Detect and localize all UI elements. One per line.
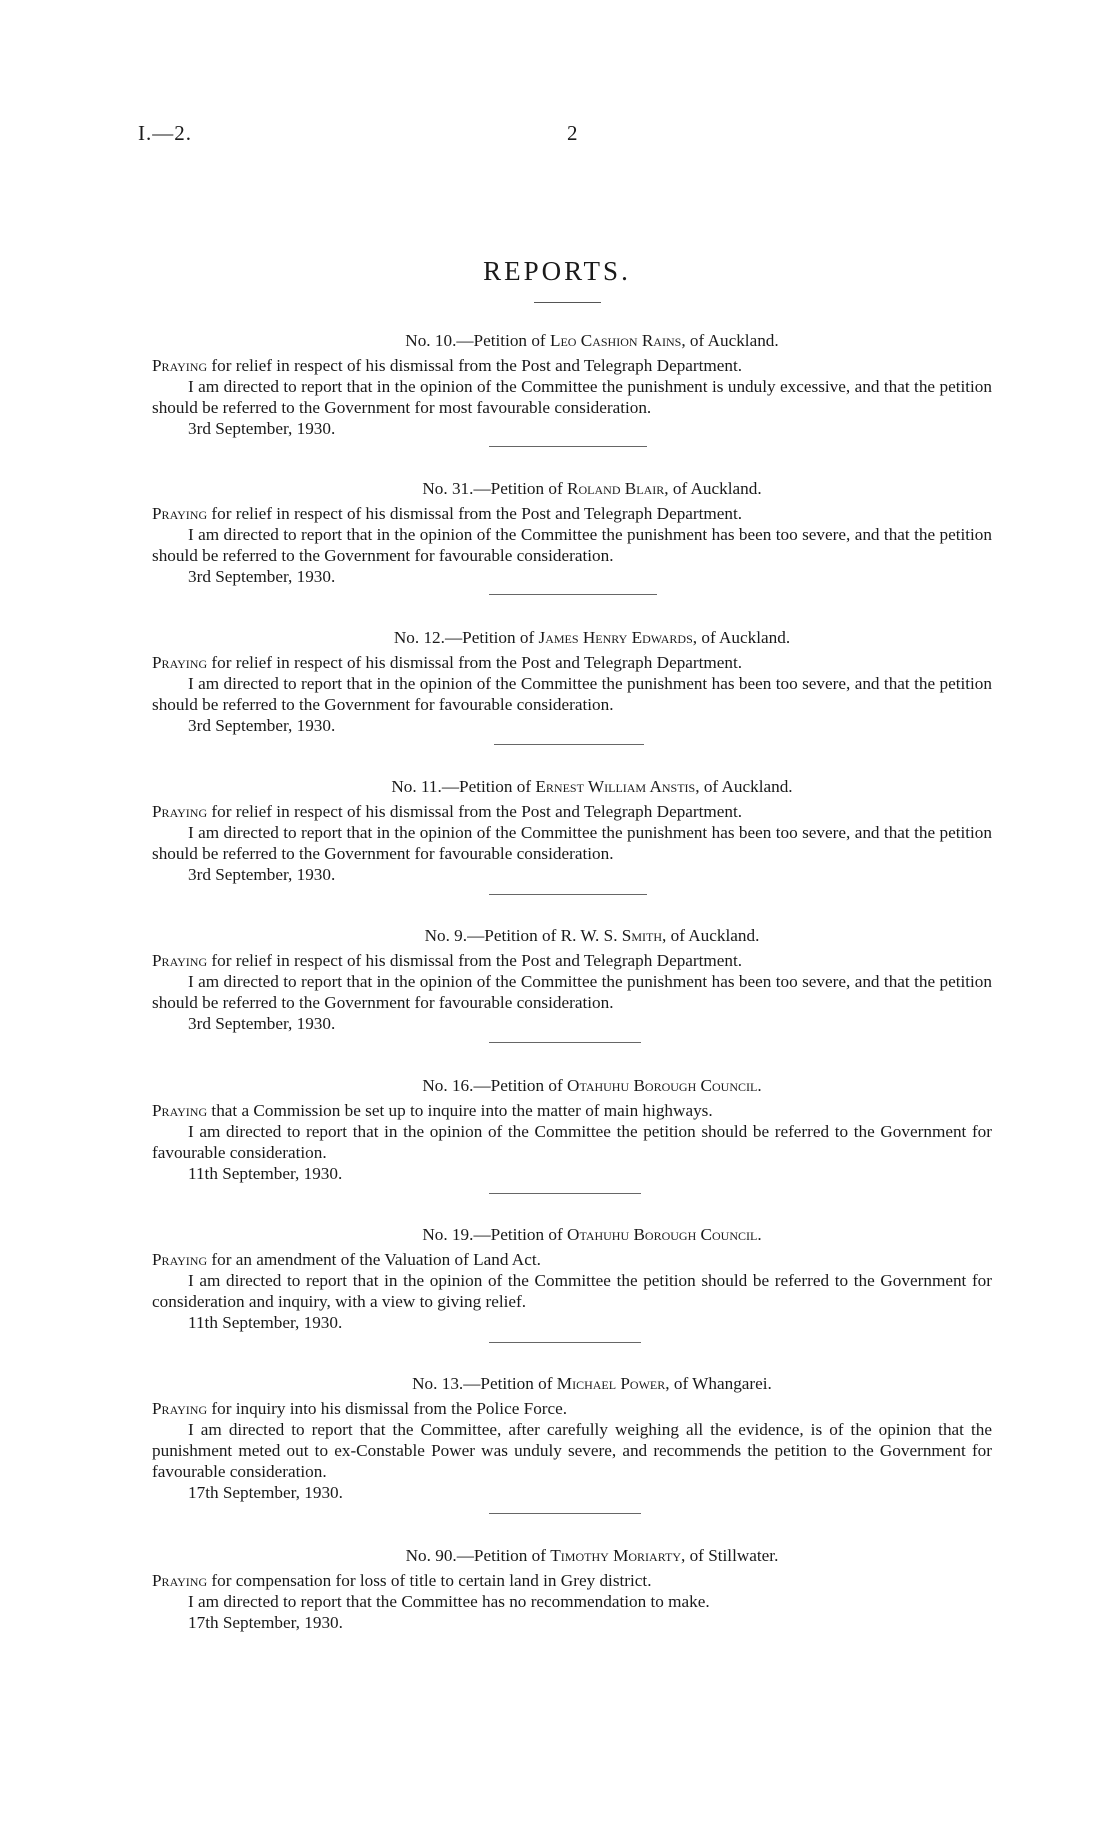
- report-date: 3rd September, 1930.: [188, 1014, 336, 1033]
- report-date: 3rd September, 1930.: [188, 567, 336, 586]
- section-divider: [494, 744, 644, 745]
- page-reference: I.—2.: [138, 121, 192, 145]
- report-heading: No. 16.—Petition of Otahuhu Borough Council.: [422, 1076, 762, 1095]
- report-text: I am directed to report that in the opinion of the Committee the punishment has been too severe, and that the petition should be referred to the Government for favourable consideration.: [152, 525, 992, 565]
- report-heading: No. 9.—Petition of R. W. S. Smith, of Auckland.: [424, 926, 760, 945]
- report-date: 3rd September, 1930.: [188, 865, 336, 884]
- praying-line: Praying for relief in respect of his dismissal from the Post and Telegraph Department.: [152, 356, 743, 375]
- report-entry: [152, 1373, 992, 1503]
- report-entry: [152, 925, 992, 1034]
- report-heading: No. 10.—Petition of Leo Cashion Rains, of Auckland.: [405, 331, 779, 350]
- report-entry: [152, 330, 992, 439]
- section-divider: [489, 594, 657, 595]
- page-title: REPORTS.: [483, 256, 631, 286]
- report-text: I am directed to report that in the opinion of the Committee the petition should be referred to the Government for consideration and inquiry, with a view to giving relief.: [152, 1271, 992, 1311]
- section-divider: [489, 446, 647, 447]
- section-divider: [489, 894, 647, 895]
- section-divider: [489, 1042, 641, 1043]
- report-heading: No. 90.—Petition of Timothy Moriarty, of Stillwater.: [405, 1546, 779, 1565]
- report-date: 11th September, 1930.: [188, 1164, 343, 1183]
- section-divider: [489, 1342, 641, 1343]
- report-entry: [152, 627, 992, 736]
- report-entry: [152, 776, 992, 885]
- report-date: 3rd September, 1930.: [188, 716, 336, 735]
- praying-line: Praying for relief in respect of his dismissal from the Post and Telegraph Department.: [152, 951, 743, 970]
- report-heading: No. 11.—Petition of Ernest William Anstis, of Auckland.: [391, 777, 793, 796]
- page-number: 2: [567, 121, 578, 145]
- report-entry: [152, 1545, 992, 1633]
- section-divider: [489, 1193, 641, 1194]
- report-text: I am directed to report that in the opinion of the Committee the punishment has been too severe, and that the petition should be referred to the Government for favourable consideration.: [152, 972, 992, 1012]
- report-heading: No. 13.—Petition of Michael Power, of Whangarei.: [412, 1374, 772, 1393]
- praying-line: Praying that a Commission be set up to inquire into the matter of main highways.: [152, 1101, 713, 1120]
- title-divider: [534, 302, 601, 303]
- report-text: I am directed to report that in the opinion of the Committee the petition should be referred to the Government for favourable consideration.: [152, 1122, 992, 1162]
- report-heading: No. 12.—Petition of James Henry Edwards, of Auckland.: [393, 628, 791, 647]
- report-text: I am directed to report that the Committee has no recommendation to make.: [188, 1592, 710, 1611]
- report-entry: [152, 478, 992, 587]
- section-divider: [489, 1513, 641, 1514]
- report-heading: No. 31.—Petition of Roland Blair, of Auckland.: [422, 479, 762, 498]
- report-text: I am directed to report that in the opinion of the Committee the punishment has been too severe, and that the petition should be referred to the Government for favourable consideration.: [152, 823, 992, 863]
- report-text: I am directed to report that the Committee, after carefully weighing all the evidence, is of the opinion that the punishment meted out to ex-Constable Power was unduly severe, and recommends the petition to the Government for favourable consideration.: [152, 1420, 992, 1481]
- report-heading: No. 19.—Petition of Otahuhu Borough Council.: [422, 1225, 762, 1244]
- praying-line: Praying for compensation for loss of title to certain land in Grey district.: [152, 1571, 652, 1590]
- praying-line: Praying for inquiry into his dismissal from the Police Force.: [152, 1399, 568, 1418]
- praying-line: Praying for relief in respect of his dismissal from the Post and Telegraph Department.: [152, 802, 743, 821]
- report-text: I am directed to report that in the opinion of the Committee the punishment is unduly excessive, and that the petition should be referred to the Government for most favourable consideration.: [152, 377, 992, 417]
- praying-line: Praying for an amendment of the Valuation of Land Act.: [152, 1250, 541, 1269]
- report-entry: [152, 1075, 992, 1184]
- report-date: 17th September, 1930.: [188, 1483, 343, 1502]
- report-text: I am directed to report that in the opinion of the Committee the punishment has been too severe, and that the petition should be referred to the Government for favourable consideration.: [152, 674, 992, 714]
- report-date: 3rd September, 1930.: [188, 419, 336, 438]
- praying-line: Praying for relief in respect of his dismissal from the Post and Telegraph Department.: [152, 504, 743, 523]
- report-entry: [152, 1224, 992, 1333]
- report-date: 11th September, 1930.: [188, 1313, 343, 1332]
- report-date: 17th September, 1930.: [188, 1613, 343, 1632]
- praying-line: Praying for relief in respect of his dismissal from the Post and Telegraph Department.: [152, 653, 743, 672]
